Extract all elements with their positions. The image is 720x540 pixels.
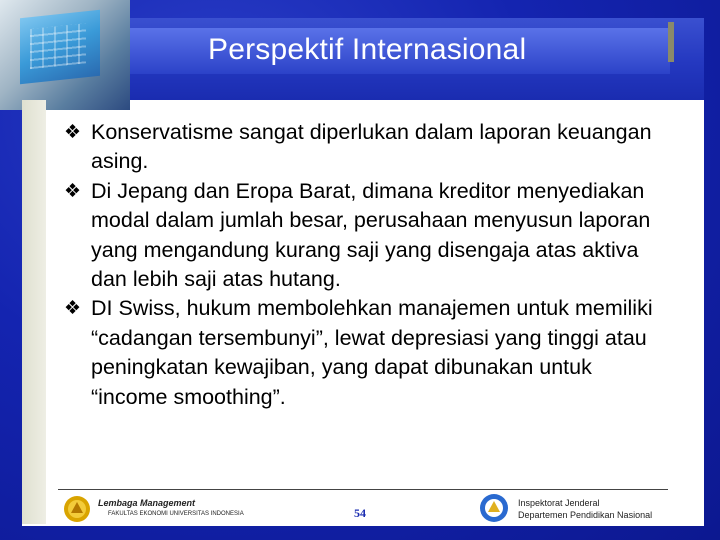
footer-divider xyxy=(58,489,668,490)
diamond-bullet-icon: ❖ xyxy=(64,298,82,320)
diamond-bullet-icon: ❖ xyxy=(64,180,82,202)
bullet-text: DI Swiss, hukum membolehkan manajemen untuk memiliki “cadangan tersembunyi”, lewat depresiasi yang tinggi atau peningkatan kewajiban, yang dapat dibunakan untuk “income smoothing”. xyxy=(91,296,653,409)
bullet-item xyxy=(64,294,674,412)
left-org-name: Lembaga Management xyxy=(98,498,196,508)
bullet-item xyxy=(64,177,674,295)
bullet-item xyxy=(64,118,674,177)
slide-title: Perspektif Internasional xyxy=(208,33,527,66)
computer-monitor-image xyxy=(0,0,130,110)
bullet-list xyxy=(64,118,674,412)
left-org-subtitle: FAKULTAS EKONOMI UNIVERSITAS INDONESIA xyxy=(108,511,244,517)
right-org-subtitle: Departemen Pendidikan Nasional xyxy=(518,510,653,520)
right-org-name: Inspektorat Jenderal xyxy=(518,498,600,508)
diamond-bullet-icon: ❖ xyxy=(64,122,82,143)
monitor-screen xyxy=(20,10,100,84)
bullet-text: Di Jepang dan Eropa Barat, dimana kreditor menyediakan modal dalam jumlah besar, perusahaan menyusun laporan yang mengandung kurang saji yang disengaja atas aktiva dan lebih saji atas hutang. xyxy=(91,178,651,292)
university-logo-icon xyxy=(60,494,94,524)
left-decor-strip xyxy=(22,100,46,524)
accent-bar xyxy=(668,22,674,62)
bullet-text: Konservatisme sangat diperlukan dalam laporan keuangan asing. xyxy=(91,120,652,174)
page-number: 54 xyxy=(354,506,366,520)
ministry-logo-icon xyxy=(478,492,510,524)
